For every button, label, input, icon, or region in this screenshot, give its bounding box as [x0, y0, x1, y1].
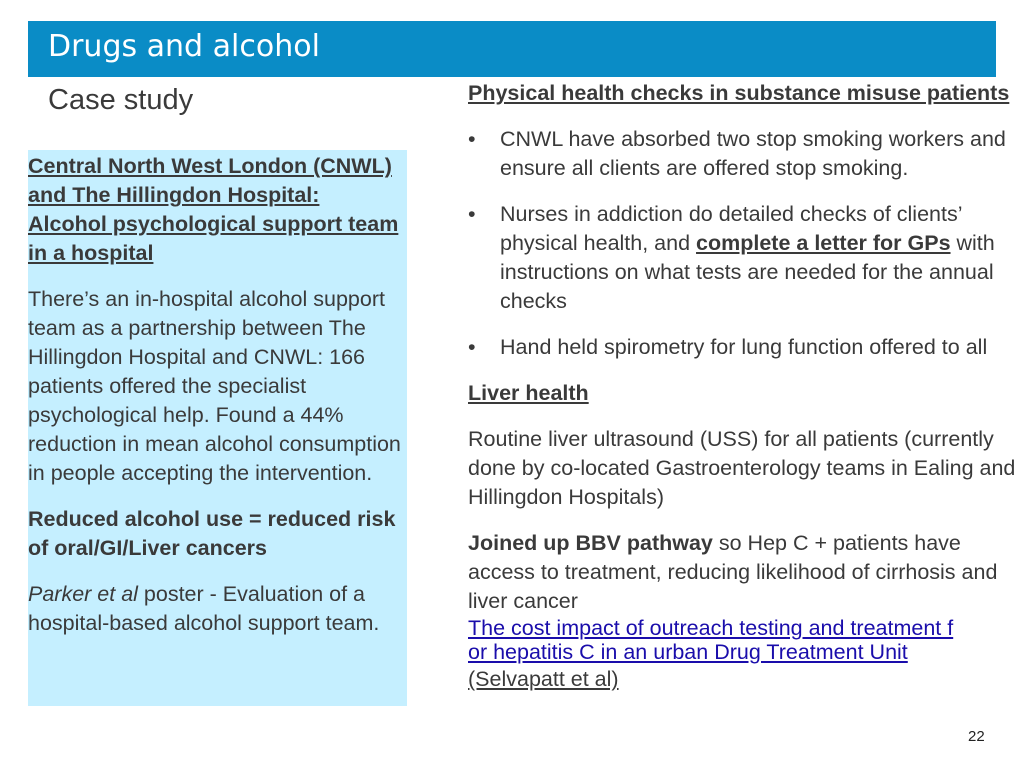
citation-text: poster - Evaluation of a hospital-based alcohol support team. — [28, 582, 380, 635]
bullet-icon: • — [468, 202, 476, 226]
liver-health-heading: Liver health — [468, 381, 589, 405]
bullet-text-smoking: CNWL have absorbed two stop smoking workers and ensure all clients are offered stop smoking. — [500, 127, 1006, 180]
bullet-text-checks-pre: Nurses in addiction do detailed checks of clients’ physical health, and — [500, 202, 962, 255]
list-item — [468, 125, 1024, 183]
list-item — [468, 200, 1024, 316]
bullet-icon: • — [468, 335, 476, 359]
case-study-body: There’s an in-hospital alcohol support team as a partnership between The Hillingdon Hospital and CNWL: 166 patients offered the specialist psychological help. Found a 44% reduction in mean alcohol consumption in people accepting the intervention. — [28, 287, 401, 485]
case-study-heading: Central North West London (CNWL) and The Hillingdon Hospital: Alcohol psychological support team in a hospital — [28, 154, 399, 265]
case-study-box — [28, 150, 407, 706]
link-line-2[interactable]: or hepatitis C in an urban Drug Treatment Unit — [468, 640, 908, 664]
case-study-conclusion: Reduced alcohol use = reduced risk of oral/GI/Liver cancers — [28, 507, 396, 560]
slide-subtitle: Case study — [48, 84, 194, 116]
link-citation: (Selvapatt et al) — [468, 667, 619, 691]
title-bar — [28, 21, 996, 77]
bbv-bold-text: Joined up BBV pathway — [468, 531, 713, 555]
liver-health-body: Routine liver ultrasound (USS) for all patients (currently done by co-located Gastroenterology teams in Ealing and Hillingdon Hospitals) — [468, 427, 1016, 509]
bbv-text: so Hep C + patients have access to treatment, reducing likelihood of cirrhosis and liver cancer — [468, 531, 998, 613]
physical-health-list — [468, 125, 1024, 362]
bullet-text-spirometry: Hand held spirometry for lung function offered to all — [500, 335, 988, 359]
hep-c-cost-link[interactable] — [468, 616, 1024, 664]
link-line-1[interactable]: The cost impact of outreach testing and treatment f — [468, 616, 954, 640]
slide-title: Drugs and alcohol — [48, 29, 320, 64]
bullet-icon: • — [468, 127, 476, 151]
citation-authors: Parker et al — [28, 582, 138, 606]
bbv-paragraph — [468, 529, 1024, 616]
bullet-text-checks-bold: complete a letter for GPs — [696, 231, 951, 255]
right-column — [468, 79, 1024, 694]
physical-health-heading: Physical health checks in substance misuse patients — [468, 81, 1010, 105]
bullet-text-checks-post: with instructions on what tests are needed for the annual checks — [500, 231, 995, 313]
page-number: 22 — [968, 728, 985, 745]
case-study-citation — [28, 580, 403, 638]
list-item — [468, 333, 1024, 362]
